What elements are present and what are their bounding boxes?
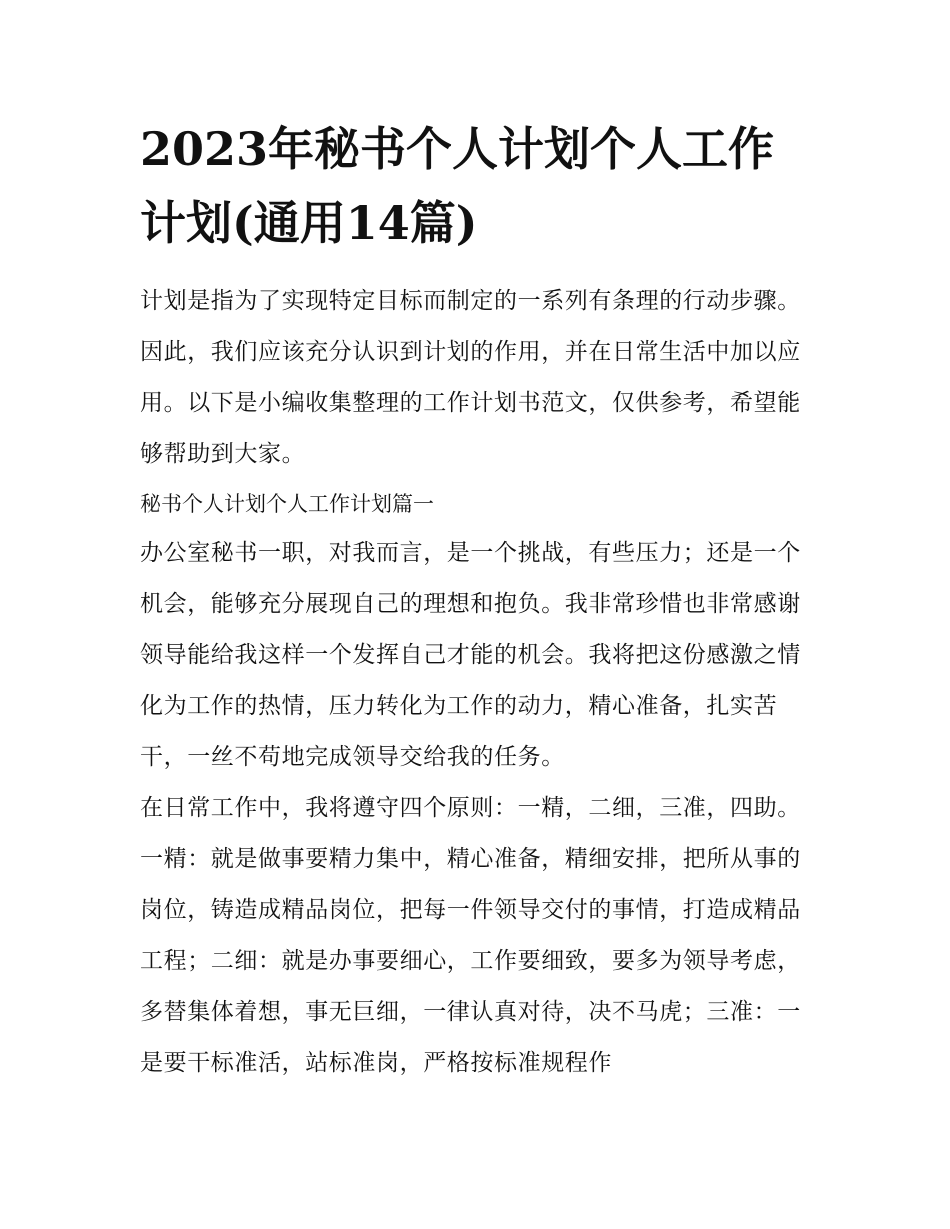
body-paragraph: 办公室秘书一职，对我而言，是一个挑战，有些压力；还是一个机会，能够充分展现自己的理想和抱负。我非常珍惜也非常感谢领导能给我这样一个发挥自己才能的机会。我将把这份感激之情化为工作的热情，压力转化为工作的动力，精心准备，扎实苦干，一丝不苟地完成领导交给我的任务。	[140, 540, 801, 770]
document-title: 2023年秘书个人计划个人工作计划(通用14篇)	[140, 122, 775, 250]
document-body	[140, 276, 816, 1089]
body-paragraph: 在日常工作中，我将遵守四个原则：一精，二细，三准，四助。一精：就是做事要精力集中，精心准备，精细安排，把所从事的岗位，铸造成精品岗位，把每一件领导交付的事情，打造成精品工程；二细：就是办事要细心，工作要细致，要多为领导考虑，多替集体着想，事无巨细，一律认真对待，决不马虎；三准：一是要干标准活，站标准岗，严格按标准规程作	[140, 795, 801, 1076]
intro-paragraph: 计划是指为了实现特定目标而制定的一系列有条理的行动步骤。因此，我们应该充分认识到计划的作用，并在日常生活中加以应用。以下是小编收集整理的工作计划书范文，仅供参考，希望能够帮助到大家。	[140, 288, 801, 467]
section-heading: 秘书个人计划个人工作计划篇一	[140, 492, 434, 516]
